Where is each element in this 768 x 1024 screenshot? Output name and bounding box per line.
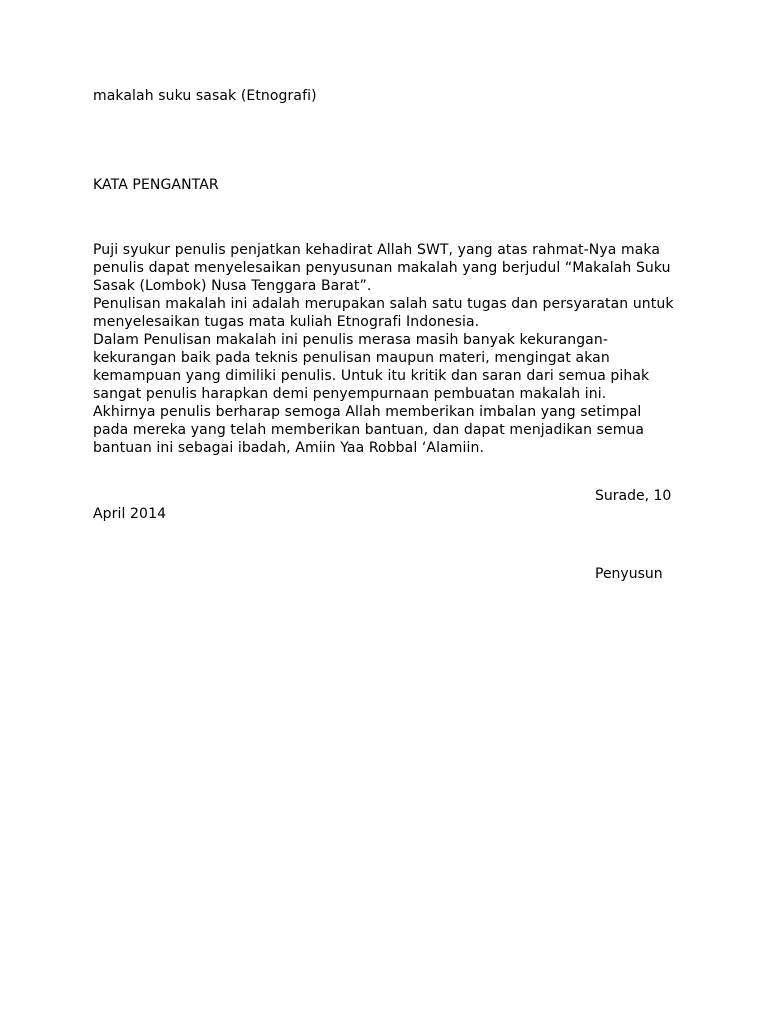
body-line: Puji syukur penulis penjatkan kehadirat Allah SWT, yang atas rahmat-Nya maka: [93, 242, 661, 258]
body-line: bantuan ini sebagai ibadah, Amiin Yaa Robbal ‘Alamiin.: [93, 440, 485, 456]
body-line: pada mereka yang telah memberikan bantuan, dan dapat menjadikan semua: [93, 422, 645, 438]
document-title: makalah suku sasak (Etnografi): [93, 88, 317, 104]
signer-label: Penyusun: [595, 566, 663, 582]
place-date-first-line: Surade, 10: [595, 488, 672, 504]
body-line: Akhirnya penulis berharap semoga Allah memberikan imbalan yang setimpal: [93, 404, 642, 420]
body-line: Sasak (Lombok) Nusa Tenggara Barat”.: [93, 278, 372, 294]
section-heading: KATA PENGANTAR: [93, 177, 219, 193]
body-line: menyelesaikan tugas mata kuliah Etnografi Indonesia.: [93, 314, 480, 330]
body-line: penulis dapat menyelesaikan penyusunan makalah yang berjudul “Makalah Suku: [93, 260, 671, 276]
place-date-second-line: April 2014: [93, 506, 167, 522]
body-line: kekurangan baik pada teknis penulisan maupun materi, mengingat akan: [93, 350, 610, 366]
body-line: Penulisan makalah ini adalah merupakan salah satu tugas dan persyaratan untuk: [93, 296, 674, 312]
body-line: kemampuan yang dimiliki penulis. Untuk itu kritik dan saran dari semua pihak: [93, 368, 650, 384]
body-line: Dalam Penulisan makalah ini penulis merasa masih banyak kekurangan-: [93, 332, 608, 348]
body-line: sangat penulis harapkan demi penyempurnaan pembuatan makalah ini.: [93, 386, 607, 402]
foreword-body: [93, 241, 693, 457]
